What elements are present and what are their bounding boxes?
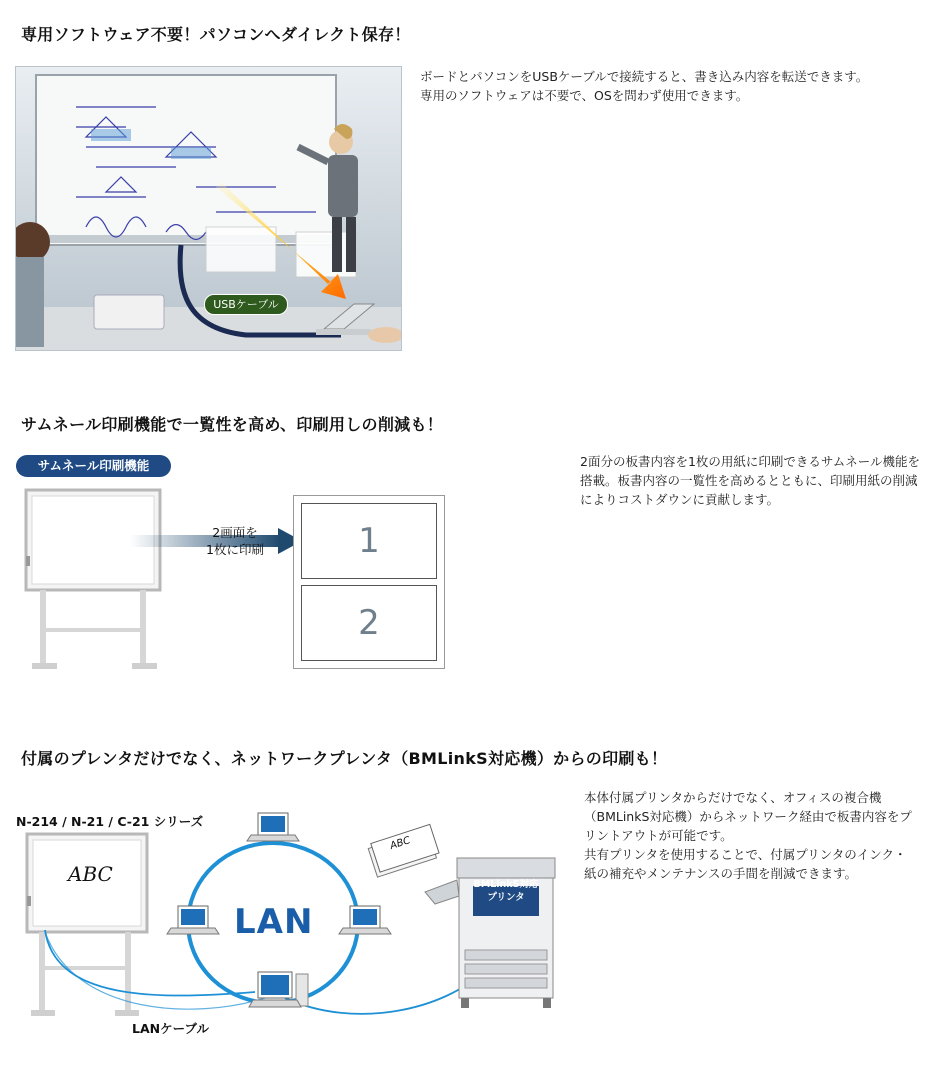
- section-3-heading: 付属のプレンタだけでなく、ネットワークプレンタ（BMLinkS対応機）からの印刷も！: [21, 749, 668, 768]
- printed-paper-icon: [367, 824, 440, 877]
- thumbnail-panel-1: 1: [301, 503, 437, 579]
- section-1-heading: 専用ソフトウェア不要！パソコンへダイレクト保存！: [21, 25, 411, 44]
- lan-label: LAN: [234, 902, 314, 942]
- lan-cable-label: LANケーブル: [132, 1021, 209, 1036]
- board-handwriting: ABC: [68, 862, 113, 886]
- laptop-icon: [247, 813, 299, 841]
- section-3-description: [584, 788, 944, 883]
- print-arrow-label: [186, 524, 284, 558]
- laptop-icon: [167, 906, 219, 934]
- series-label: N-214 / N-21 / C-21 シリーズ: [16, 814, 204, 829]
- printer-label-line: プリンタ: [487, 892, 525, 903]
- paper-handwriting: ABC: [388, 835, 412, 852]
- section-1-description-line: 専用のソフトウェアは不要で、OSを問わず使用できます。: [420, 88, 749, 103]
- section-2-description: [580, 452, 945, 509]
- printer-label: [473, 878, 539, 904]
- laptop-icon: [339, 906, 391, 934]
- thumbnail-panel-2: 2: [301, 585, 437, 661]
- usb-connection-photo: [15, 66, 402, 351]
- section-2-description-line: 搭載。板書内容の一覧性を高めるとともに、印刷用紙の削減: [580, 473, 918, 488]
- desktop-pc-icon: [249, 972, 308, 1007]
- print-arrow-label-line: 2画面を: [212, 525, 258, 540]
- section-2-heading: サムネール印刷機能で一覧性を高め、印刷用しの削減も！: [21, 415, 444, 434]
- section-3-description-line: （BMLinkS対応機）からネットワーク経由で板書内容をプ: [584, 809, 912, 824]
- usb-cable-label: USBケーブル: [204, 294, 288, 315]
- thumbnail-print-badge: サムネール印刷機能: [16, 455, 171, 477]
- section-2-description-line: 2面分の板書内容を1枚の用紙に印刷できるサムネール機能を: [580, 454, 921, 469]
- section-3-description-line: 本体付属プリンタからだけでなく、オフィスの複合機: [584, 790, 882, 805]
- thumbnail-paper: [293, 495, 445, 669]
- section-2-description-line: によりコストダウンに貢献します。: [580, 492, 780, 507]
- section-3-description-line: リントアウトが可能です。: [584, 828, 733, 843]
- section-1-description-line: ボードとパソコンをUSBケーブルで接続すると、書き込み内容を転送できます。: [420, 69, 869, 84]
- whiteboard-stand-icon: [22, 488, 167, 678]
- printer-label-line: BMLinkS対応: [473, 879, 539, 890]
- section-1-description: [420, 67, 940, 105]
- section-3-description-line: 共有プリンタを使用することで、付属プリンタのインク・: [584, 847, 907, 862]
- print-arrow-label-line: 1枚に印刷: [206, 542, 264, 557]
- section-3-description-line: 紙の補充やメンテナンスの手間を削減できます。: [584, 866, 858, 881]
